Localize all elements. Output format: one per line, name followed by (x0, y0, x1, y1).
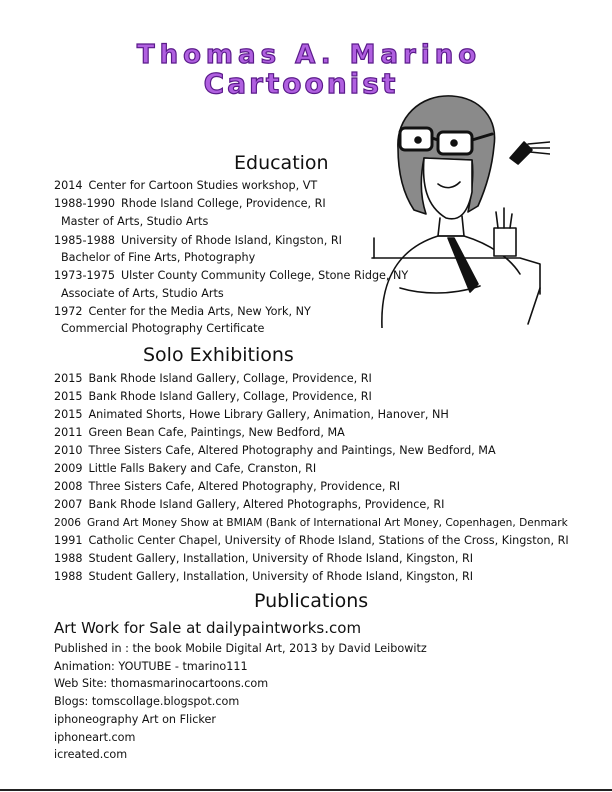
education-item: 1973-1975 Ulster County Community College, Stone Ridge, NY (54, 269, 409, 282)
education-heading: Education (234, 152, 329, 174)
flicker-line: iphoneography Art on Flicker (54, 713, 216, 726)
icreated-line: icreated.com (54, 748, 128, 761)
iphoneart-line: iphoneart.com (54, 731, 136, 744)
animation-line: Animation: YOUTUBE - tmarino111 (54, 660, 248, 673)
website-line: Web Site: thomasmarinocartoons.com (54, 677, 269, 690)
education-item: 2014 Center for Cartoon Studies workshop, VT (54, 179, 318, 192)
exhibition-item: 1988 Student Gallery, Installation, University of Rhode Island, Kingston, RI (54, 552, 474, 565)
artist-role: Cartoonist (203, 67, 399, 100)
bottom-border (0, 789, 612, 791)
education-detail: Commercial Photography Certificate (61, 322, 265, 335)
exhibition-item: 2010 Three Sisters Cafe, Altered Photography and Paintings, New Bedford, MA (54, 444, 496, 457)
education-detail: Associate of Arts, Studio Arts (61, 287, 224, 300)
exhibition-item: 2008 Three Sisters Cafe, Altered Photography, Providence, RI (54, 480, 401, 493)
cartoonist-self-portrait-icon (360, 88, 550, 328)
exhibition-item: 2009 Little Falls Bakery and Cafe, Cranston, RI (54, 462, 317, 475)
education-item: 1988-1990 Rhode Island College, Providence, RI (54, 197, 326, 210)
exhibition-item: 2007 Bank Rhode Island Gallery, Altered Photographs, Providence, RI (54, 498, 445, 511)
solo-exhibitions-heading: Solo Exhibitions (143, 344, 294, 366)
exhibition-item: 2006 Grand Art Money Show at BMIAM (Bank of International Art Money, Copenhagen, Denmark (54, 517, 568, 529)
exhibition-item: 2015 Bank Rhode Island Gallery, Collage, Providence, RI (54, 390, 372, 403)
publication-line: Published in : the book Mobile Digital Art, 2013 by David Leibowitz (54, 642, 427, 655)
exhibition-item: 1988 Student Gallery, Installation, University of Rhode Island, Kingston, RI (54, 570, 474, 583)
education-item: 1972 Center for the Media Arts, New York, NY (54, 305, 311, 318)
exhibition-item: 1991 Catholic Center Chapel, University of Rhode Island, Stations of the Cross, Kingston, RI (54, 534, 569, 547)
education-item: 1985-1988 University of Rhode Island, Kingston, RI (54, 234, 342, 247)
publications-heading: Publications (254, 590, 369, 612)
exhibition-item: 2011 Green Bean Cafe, Paintings, New Bedford, MA (54, 426, 345, 439)
sale-line: Art Work for Sale at dailypaintworks.com (54, 619, 362, 637)
education-detail: Master of Arts, Studio Arts (61, 215, 209, 228)
artist-name: Thomas A. Marino (136, 40, 482, 70)
exhibition-item: 2015 Animated Shorts, Howe Library Gallery, Animation, Hanover, NH (54, 408, 449, 421)
education-detail: Bachelor of Fine Arts, Photography (61, 251, 256, 264)
exhibition-item: 2015 Bank Rhode Island Gallery, Collage, Providence, RI (54, 372, 372, 385)
blogs-line: Blogs: tomscollage.blogspot.com (54, 695, 240, 708)
